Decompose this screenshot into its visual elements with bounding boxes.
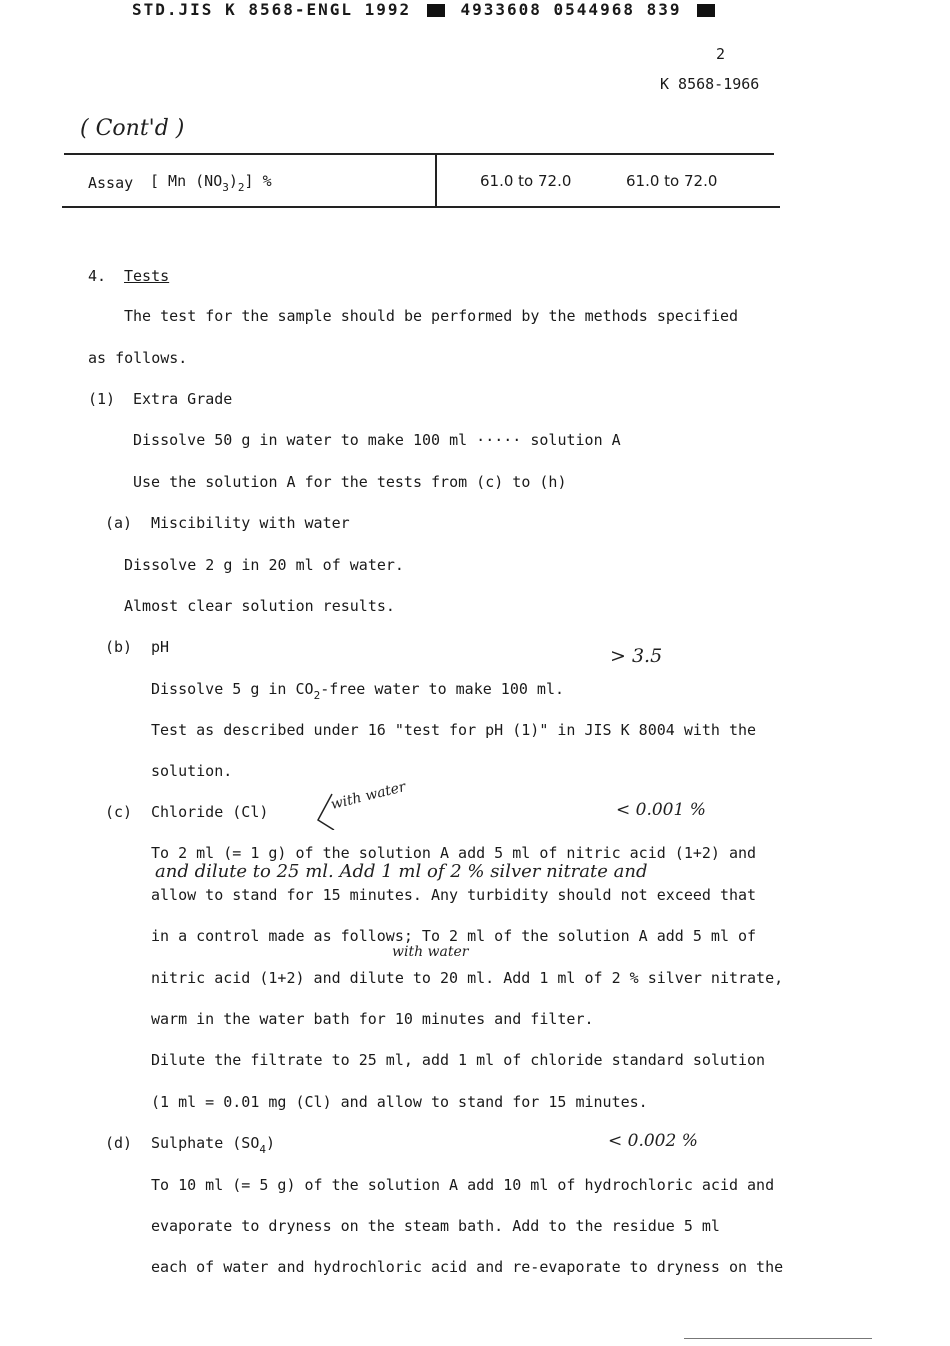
- bottom-fragment-rule: [684, 1338, 872, 1339]
- handwritten-sulphate-limit: < 0.002 %: [608, 1131, 698, 1151]
- test-a-line-1: Dissolve 2 g in 20 ml of water.: [124, 556, 404, 574]
- test-d-line-1: To 10 ml (= 5 g) of the solution A add 10 ml of hydrochloric acid and: [151, 1176, 775, 1194]
- standard-stamp: [132, 0, 719, 19]
- handwritten-with-water-2: with water: [392, 944, 469, 960]
- test-c-number: (c): [105, 803, 133, 821]
- solution-a-line: Dissolve 50 g in water to make 100 ml ····· solution A: [133, 431, 621, 449]
- standard-code: K 8568-1966: [660, 75, 760, 93]
- test-c-line-4: nitric acid (1+2) and dilute to 20 ml. Add 1 ml of 2 % silver nitrate,: [151, 969, 784, 987]
- test-a-number: (a): [105, 514, 133, 532]
- section-title: Tests: [124, 267, 170, 285]
- test-b-title: pH: [151, 638, 170, 656]
- handwritten-dilute-insert: and dilute to 25 ml. Add 1 ml of 2 % silver nitrate and: [155, 861, 648, 882]
- handwritten-ph-limit: > 3.5: [610, 645, 663, 667]
- assay-value-2: 61.0 to 72.0: [626, 172, 718, 190]
- assay-formula: [ Mn $(NO_3)_2$] %: [150, 172, 272, 194]
- section-number: 4.: [88, 267, 107, 285]
- handwritten-with-water-1: with water: [329, 778, 408, 814]
- redaction-bar-2: [697, 4, 715, 17]
- test-d-number: (d): [105, 1134, 133, 1152]
- table-top-rule: [64, 153, 774, 155]
- standard-stamp-left: STD.JIS K 8568-ENGL 1992: [132, 0, 412, 19]
- test-c-line-6: Dilute the filtrate to 25 ml, add 1 ml of chloride standard solution: [151, 1051, 766, 1069]
- test-d-line-2: evaporate to dryness on the steam bath. Add to the residue 5 ml: [151, 1217, 720, 1235]
- intro-line-2: as follows.: [88, 349, 188, 367]
- test-d-title: Sulphate $(SO_4)$: [151, 1134, 276, 1156]
- assay-label: Assay: [88, 174, 134, 192]
- handwritten-chloride-limit: < 0.001 %: [616, 800, 706, 820]
- test-b-line-2: Test as described under 16 "test for pH (1)" in JIS K 8004 with the: [151, 721, 757, 739]
- redaction-bar-1: [427, 4, 445, 17]
- test-d-line-3: each of water and hydrochloric acid and re-evaporate to dryness on the: [151, 1258, 784, 1276]
- test-a-title: Miscibility with water: [151, 514, 350, 532]
- test-c-line-5: warm in the water bath for 10 minutes and filter.: [151, 1010, 594, 1028]
- table-bottom-rule: [62, 206, 780, 208]
- test-b-line-3: solution.: [151, 762, 233, 780]
- test-c-line-2: allow to stand for 15 minutes. Any turbidity should not exceed that: [151, 886, 757, 904]
- test-b-line-1: Dissolve 5 g in $CO_2$-free water to make 100 ml.: [151, 680, 565, 702]
- test-c-line-7: (1 ml = 0.01 mg (Cl) and allow to stand for 15 minutes.: [151, 1093, 648, 1111]
- page-number: 2: [716, 45, 726, 63]
- assay-value-1: 61.0 to 72.0: [480, 172, 572, 190]
- handwritten-caret-mark: [312, 790, 372, 830]
- test-c-line-1: To 2 ml (= 1 g) of the solution A add 5 ml of nitric acid (1+2) and: [151, 844, 757, 862]
- test-a-line-2: Almost clear solution results.: [124, 597, 395, 615]
- test-c-line-3: in a control made as follows; To 2 ml of the solution A add 5 ml of: [151, 927, 757, 945]
- test-b-number: (b): [105, 638, 133, 656]
- use-solution-a-line: Use the solution A for the tests from (c) to (h): [133, 473, 567, 491]
- handwritten-contd: ( Cont'd ): [80, 116, 185, 141]
- grade-title: Extra Grade: [133, 390, 233, 408]
- table-column-divider: [435, 155, 437, 206]
- intro-line-1: The test for the sample should be performed by the methods specified: [124, 307, 739, 325]
- grade-number: (1): [88, 390, 116, 408]
- test-c-title: Chloride (Cl): [151, 803, 269, 821]
- standard-stamp-right: 4933608 0544968 839: [460, 0, 682, 19]
